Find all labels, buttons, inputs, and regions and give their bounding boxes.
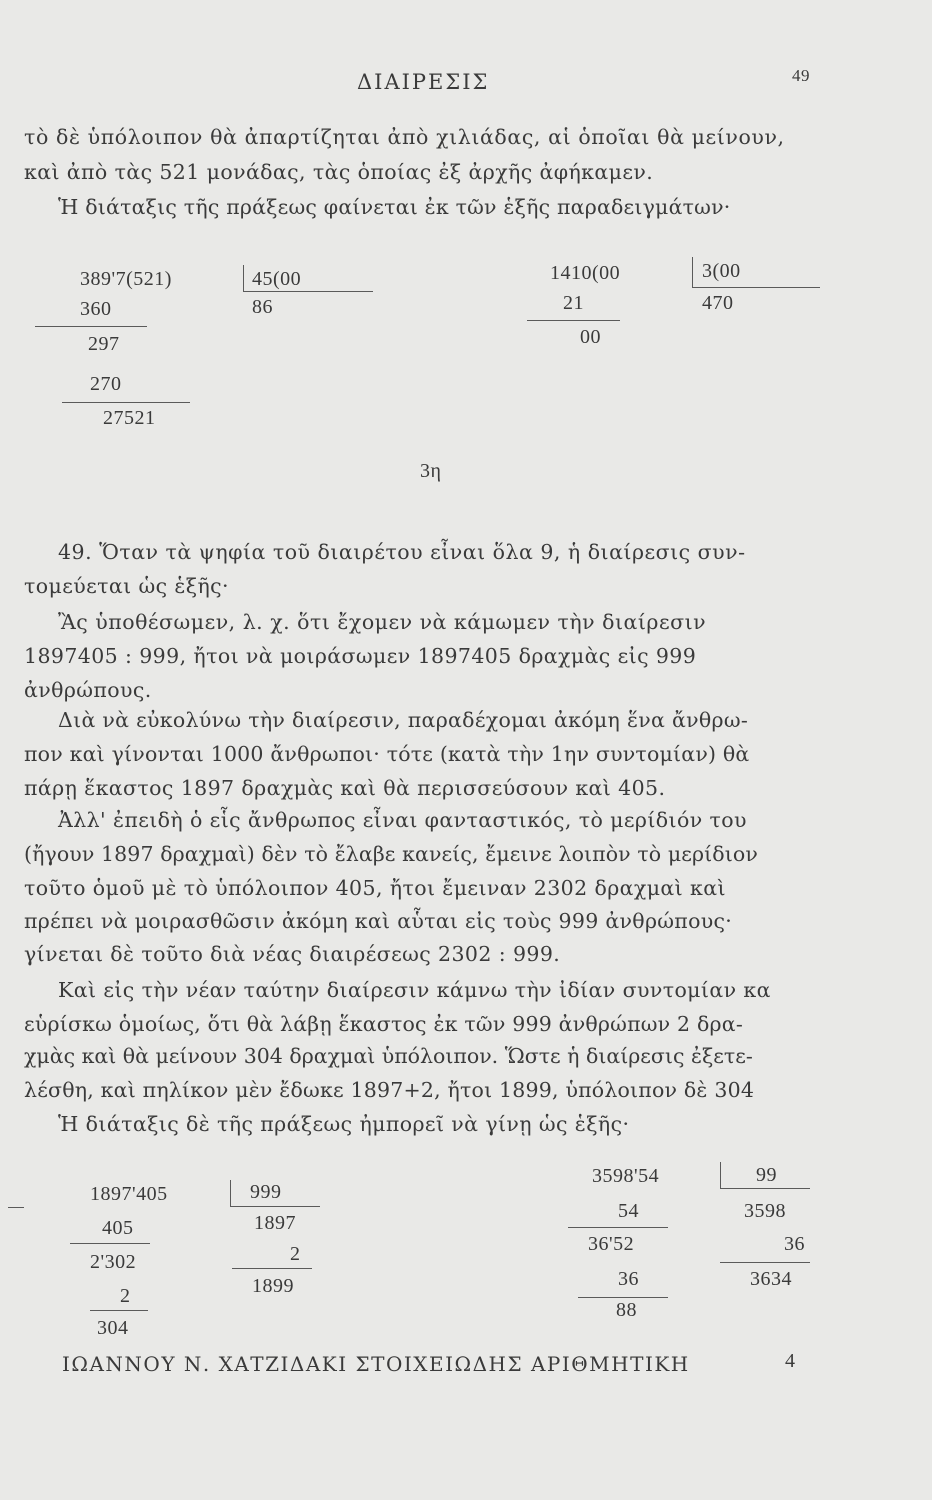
step: 2 — [290, 1243, 301, 1265]
step: 36'52 — [588, 1233, 635, 1255]
quotient: 470 — [702, 292, 734, 314]
text-line: πρέπει νὰ μοιρασθῶσιν ἀκόμη καὶ αὗται εἰς τοὺς 999 ἀνθρώπους· — [24, 909, 733, 933]
text-line: τομεύεται ὡς ἑξῆς· — [24, 574, 229, 598]
step: 304 — [97, 1317, 129, 1339]
text-line: χμὰς καὶ θὰ μείνουν 304 δραχμαὶ ὑπόλοιπον. Ὥστε ἡ διαίρεσις ἐξετε- — [24, 1044, 753, 1068]
text-line: 1897405 : 999, ἤτοι νὰ μοιράσωμεν 1897405 δραχμὰς εἰς 999 — [24, 644, 697, 668]
text-line: λέσθη, καὶ πηλίκον μὲν ἔδωκε 1897+2, ἤτοι 1899, ὑπόλοιπον δὲ 304 — [24, 1078, 755, 1102]
quotient: 86 — [252, 296, 273, 318]
step: 36 — [618, 1268, 639, 1290]
running-head: ΔΙΑΙΡΕΣΙΣ — [357, 70, 490, 94]
step: 54 — [618, 1200, 639, 1222]
step: 27521 — [103, 407, 156, 429]
dividend: 1897'405 — [90, 1183, 168, 1205]
step: 88 — [616, 1299, 637, 1321]
text-line: Ἡ διάταξις τῆς πράξεως φαίνεται ἐκ τῶν ἑξῆς παραδειγμάτων· — [58, 195, 731, 219]
text-line: Ἀλλ' ἐπειδὴ ὁ εἷς ἄνθρωπος εἶναι φανταστικός, τὸ μερίδιόν του — [58, 808, 747, 832]
text-line: γίνεται δὲ τοῦτο διὰ νέας διαιρέσεως 2302 : 999. — [24, 942, 561, 966]
text-line: Καὶ εἰς τὴν νέαν ταύτην διαίρεσιν κάμνω τὴν ἰδίαν συντομίαν κα — [58, 978, 771, 1002]
divisor: 45(00 — [252, 268, 302, 290]
text-line: (ἤγουν 1897 δραχμαὶ) δὲν τὸ ἔλαβε κανείς, ἔμεινε λοιπὸν τὸ μερίδιον — [24, 842, 758, 866]
step: 1899 — [252, 1275, 294, 1297]
step: 270 — [90, 373, 122, 395]
text-line: ἀνθρώπους. — [24, 678, 152, 702]
step: 2 — [120, 1285, 131, 1307]
text-line: καὶ ἀπὸ τὰς 521 μονάδας, τὰς ὁποίας ἐξ ἀρχῆς ἀφήκαμεν. — [24, 160, 654, 184]
step: 405 — [102, 1217, 134, 1239]
step: 3598 — [744, 1200, 786, 1222]
footer-title: ΙΩΑΝΝΟΥ Ν. ΧΑΤΖΙΔΑΚΙ ΣΤΟΙΧΕΙΩΔΗΣ ΑΡΙΘΜΗΤΙΚΗ — [62, 1352, 690, 1376]
step: 00 — [580, 326, 601, 348]
text-line: πάρῃ ἕκαστος 1897 δραχμὰς καὶ θὰ περισσεύσουν καὶ 405. — [24, 776, 666, 800]
text-line: τὸ δὲ ὑπόλοιπον θὰ ἀπαρτίζηται ἀπὸ χιλιάδας, αἱ ὁποῖαι θὰ μείνουν, — [24, 125, 785, 149]
dividend: 1410(00 — [550, 262, 621, 284]
text-line: πον καὶ γίνονται 1000 ἄνθρωποι· τότε (κατὰ τὴν 1ην συντομίαν) θὰ — [24, 742, 750, 766]
text-line: Ἡ διάταξις δὲ τῆς πράξεως ἠμπορεῖ νὰ γίνῃ ὡς ἑξῆς· — [58, 1112, 630, 1136]
divisor: 99 — [756, 1164, 777, 1186]
page-number: 49 — [792, 66, 810, 85]
text-line: Ἂς ὑποθέσωμεν, λ. χ. ὅτι ἔχομεν νὰ κάμωμεν τὴν διαίρεσιν — [58, 610, 707, 634]
text-line: Διὰ νὰ εὐκολύνω τὴν διαίρεσιν, παραδέχομαι ἀκόμη ἕνα ἄνθρω- — [58, 708, 749, 732]
step: 360 — [80, 298, 112, 320]
signature-mark: 4 — [785, 1350, 796, 1372]
step: 1897 — [254, 1212, 296, 1234]
divisor: 999 — [250, 1181, 282, 1203]
dividend: 3598'54 — [592, 1165, 660, 1187]
step: 36 — [784, 1233, 805, 1255]
example-label: 3η — [420, 460, 442, 482]
text-line: τοῦτο ὁμοῦ μὲ τὸ ὑπόλοιπον 405, ἤτοι ἔμειναν 2302 δραχμαὶ καὶ — [24, 876, 726, 900]
step: 21 — [563, 292, 584, 314]
step: 297 — [88, 333, 120, 355]
divisor: 3(00 — [702, 260, 741, 282]
text-line: 49. Ὅταν τὰ ψηφία τοῦ διαιρέτου εἶναι ὅλα 9, ἡ διαίρεσις συν- — [58, 540, 746, 564]
step: 2'302 — [90, 1251, 137, 1273]
step: 3634 — [750, 1268, 792, 1290]
dividend: 389'7(521) — [80, 268, 172, 290]
text-line: εὑρίσκω ὁμοίως, ὅτι θὰ λάβῃ ἕκαστος ἐκ τῶν 999 ἀνθρώπων 2 δρα- — [24, 1012, 743, 1036]
